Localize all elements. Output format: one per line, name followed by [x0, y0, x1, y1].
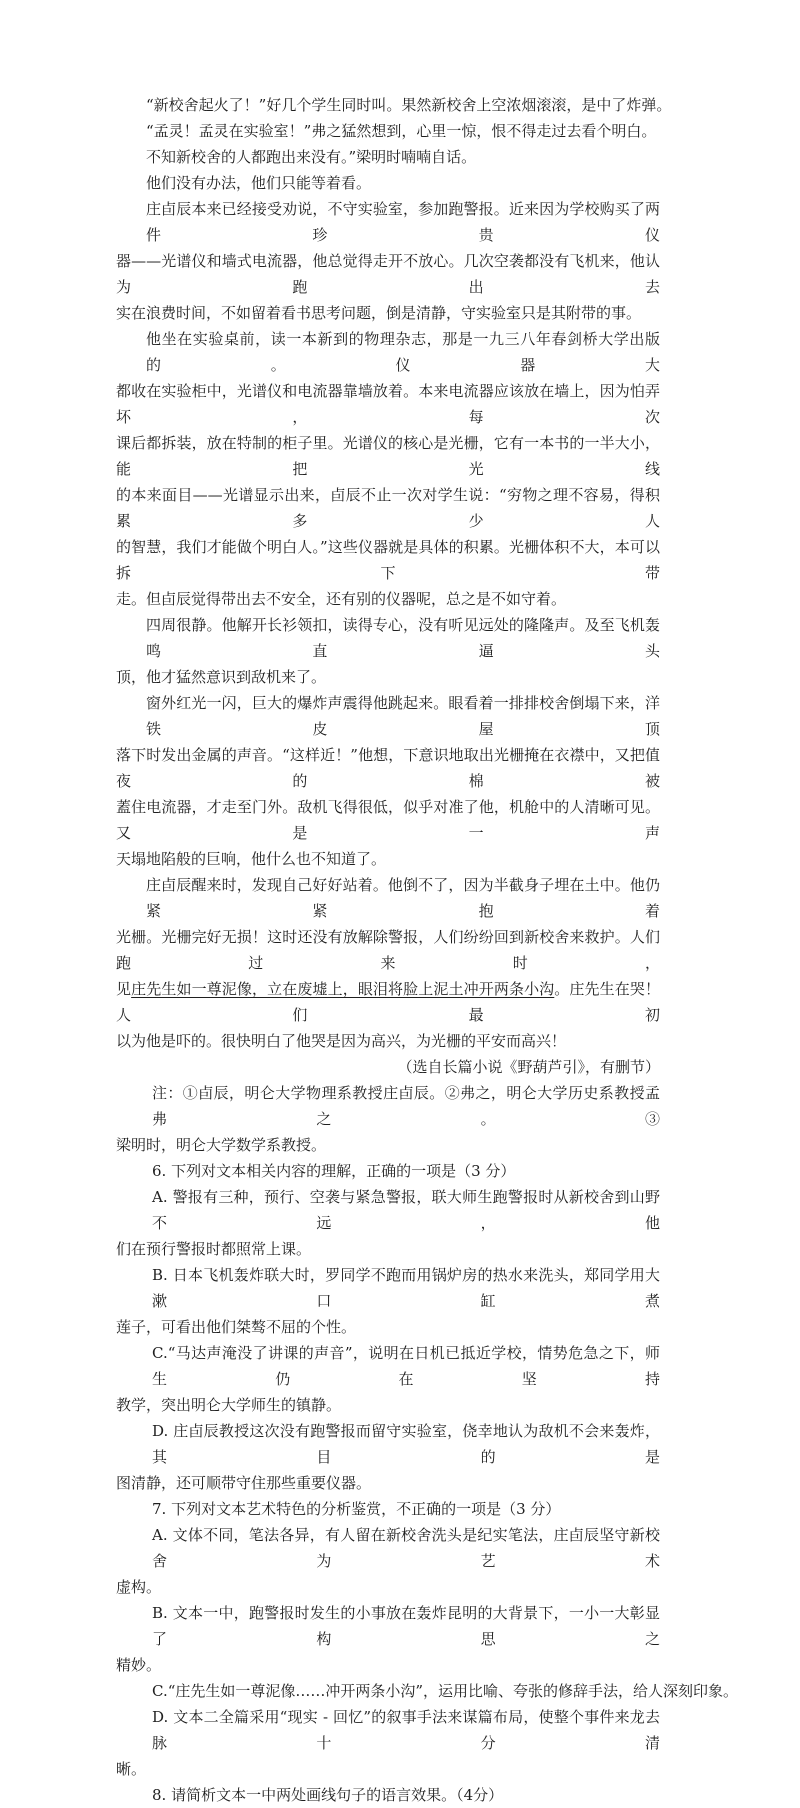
- option-d: D. 文本二全篇采用“现实 - 回忆”的叙事手法来谋篇布局，使整个事件来龙去脉十分清: [152, 1708, 660, 1752]
- text-line: 庄卣辰醒来时，发现自己好好站着。他倒不了，因为半截身子埋在土中。他仍紧紧抱着: [146, 876, 660, 920]
- option-c: C.“马达声淹没了讲课的声音”，说明在日机已抵近学校，情势危急之下，师生仍在坚持: [152, 1344, 660, 1388]
- paragraph-9: [116, 872, 660, 1054]
- note-line: 注：①卣辰，明仑大学物理系教授庄卣辰。②弗之，明仑大学历史系教授孟弗之。③: [152, 1084, 660, 1128]
- text-line: 天塌地陷般的巨响，他什么也不知道了。: [116, 850, 387, 868]
- text-line: 光栅。光栅完好无损！这时还没有放解除警报，人们纷纷回到新校舍来救护。人们跑过来时，: [116, 928, 660, 972]
- paragraph-3: 不知新校舍的人都跑出来没有。”梁明时喃喃自话。: [146, 148, 477, 166]
- option-c: C.“庄先生如一尊泥像……冲开两条小沟”，运用比喻、夸张的修辞手法，给人深刻印象。: [152, 1682, 739, 1700]
- option-d-cont: 晰。: [116, 1760, 147, 1778]
- paragraph-6: [116, 326, 660, 612]
- text-line: 的本来面目——光谱显示出来，卣辰不止一次对学生说：“穷物之理不容易，得积累多少人: [116, 486, 660, 530]
- option-a: A. 文体不同，笔法各异，有人留在新校舍洗头是纪实笔法，庄卣辰坚守新校舍为艺术: [152, 1526, 660, 1570]
- text-line: 课后都拆装，放在特制的柜子里。光谱仪的核心是光栅，它有一本书的一半大小，能把光线: [116, 434, 660, 478]
- option-a: A. 警报有三种，预行、空袭与紧急警报，联大师生跑警报时从新校舍到山野不远，他: [152, 1188, 660, 1232]
- question-7: [116, 1496, 739, 1782]
- text-line: 顶，他才猛然意识到敌机来了。: [116, 668, 327, 686]
- option-d: D. 庄卣辰教授这次没有跑警报而留守实验室，侥幸地认为敌机不会来轰炸，其目的是: [152, 1422, 660, 1466]
- underlined-phrase: 庄先生如一尊泥像，立在废墟上，眼泪将脸上泥土冲开两条小沟: [131, 980, 555, 998]
- text-line: 以为他是吓的。很快明白了他哭是因为高兴，为光栅的平安而高兴！: [116, 1032, 567, 1050]
- question-6: [116, 1158, 660, 1496]
- option-b: B. 日本飞机轰炸联大时，罗同学不跑而用锅炉房的热水来洗头，郑同学用大漱口缸煮: [152, 1266, 660, 1310]
- text-line: 的智慧，我们才能做个明白人。”这些仪器就是具体的积累。光栅体积不大，本可以拆下带: [116, 538, 660, 582]
- paragraph-1: “新校舍起火了！”好几个学生同时叫。果然新校舍上空浓烟滚滚，是中了炸弹。: [146, 96, 672, 114]
- option-b-cont: 莲子，可看出他们桀骜不屈的个性。: [116, 1318, 357, 1336]
- question-7-stem: 7. 下列对文本艺术特色的分析鉴赏，不正确的一项是（3 分）: [152, 1500, 561, 1518]
- paragraph-8: [116, 690, 660, 872]
- text-line: 走。但卣辰觉得带出去不安全，还有别的仪器呢，总之是不如守着。: [116, 590, 567, 608]
- source-citation: （选自长篇小说《野葫芦引》，有删节）: [397, 1058, 660, 1076]
- text-line: 他坐在实验桌前，读一本新到的物理杂志，那是一九三八年春剑桥大学出版的。仪器大: [146, 330, 660, 374]
- question-8-stem: 8. 请简析文本一中两处画线句子的语言效果。（4分）: [152, 1786, 504, 1804]
- option-b-cont: 精妙。: [116, 1656, 162, 1674]
- option-a-cont: 虚构。: [116, 1578, 162, 1596]
- paragraph-5: [116, 196, 660, 326]
- note-line: 梁明时，明仑大学数学系教授。: [116, 1136, 327, 1154]
- option-c-cont: 教学，突出明仑大学师生的镇静。: [116, 1396, 342, 1414]
- text-line: 窗外红光一闪，巨大的爆炸声震得他跳起来。眼看着一排排校舍倒塌下来，洋铁皮屋顶: [146, 694, 660, 738]
- underlined-sentence: 见庄先生如一尊泥像，立在废墟上，眼泪将脸上泥土冲开两条小沟。庄先生在哭！人们最初: [116, 980, 660, 1024]
- text-line: 四周很静。他解开长衫领扣，读得专心，没有听见远处的隆隆声。及至飞机轰鸣直逼头: [146, 616, 660, 660]
- option-b: B. 文本一中，跑警报时发生的小事放在轰炸昆明的大背景下，一小一大彰显了构思之: [152, 1604, 660, 1648]
- text-line: 实在浪费时间，不如留着看书思考问题，倒是清静，守实验室只是其附带的事。: [116, 304, 642, 322]
- text-line: 蓋住电流器，才走至门外。敌机飞得很低，似乎对准了他，机舱中的人清晰可见。又是一声: [116, 798, 660, 842]
- paragraph-7: [116, 612, 660, 690]
- paragraph-4: 他们没有办法，他们只能等着看。: [146, 174, 372, 192]
- text-line: 庄卣辰本来已经接受劝说，不守实验室，参加跑警报。近来因为学校购买了两件珍贵仪: [146, 200, 660, 244]
- option-a-cont: 们在预行警报时都照常上课。: [116, 1240, 312, 1258]
- question-6-stem: 6. 下列对文本相关内容的理解，正确的一项是（3 分）: [152, 1162, 516, 1180]
- option-d-cont: 图清静，还可顺带守住那些重要仪器。: [116, 1474, 372, 1492]
- note: [116, 1080, 660, 1158]
- text-line: 都收在实验柜中，光谱仪和电流器靠墙放着。本来电流器应该放在墙上，因为怕弄坏，每次: [116, 382, 660, 426]
- text-line: 落下时发出金属的声音。“这样近！”他想，下意识地取出光栅掩在衣襟中，又把值夜的棉被: [116, 746, 660, 790]
- paragraph-2: “孟灵！孟灵在实验室！”弗之猛然想到，心里一惊，恨不得走过去看个明白。: [146, 122, 657, 140]
- text-line: 器——光谱仪和墙式电流器，他总觉得走开不放心。几次空袭都没有飞机来，他认为跑出去: [116, 252, 660, 296]
